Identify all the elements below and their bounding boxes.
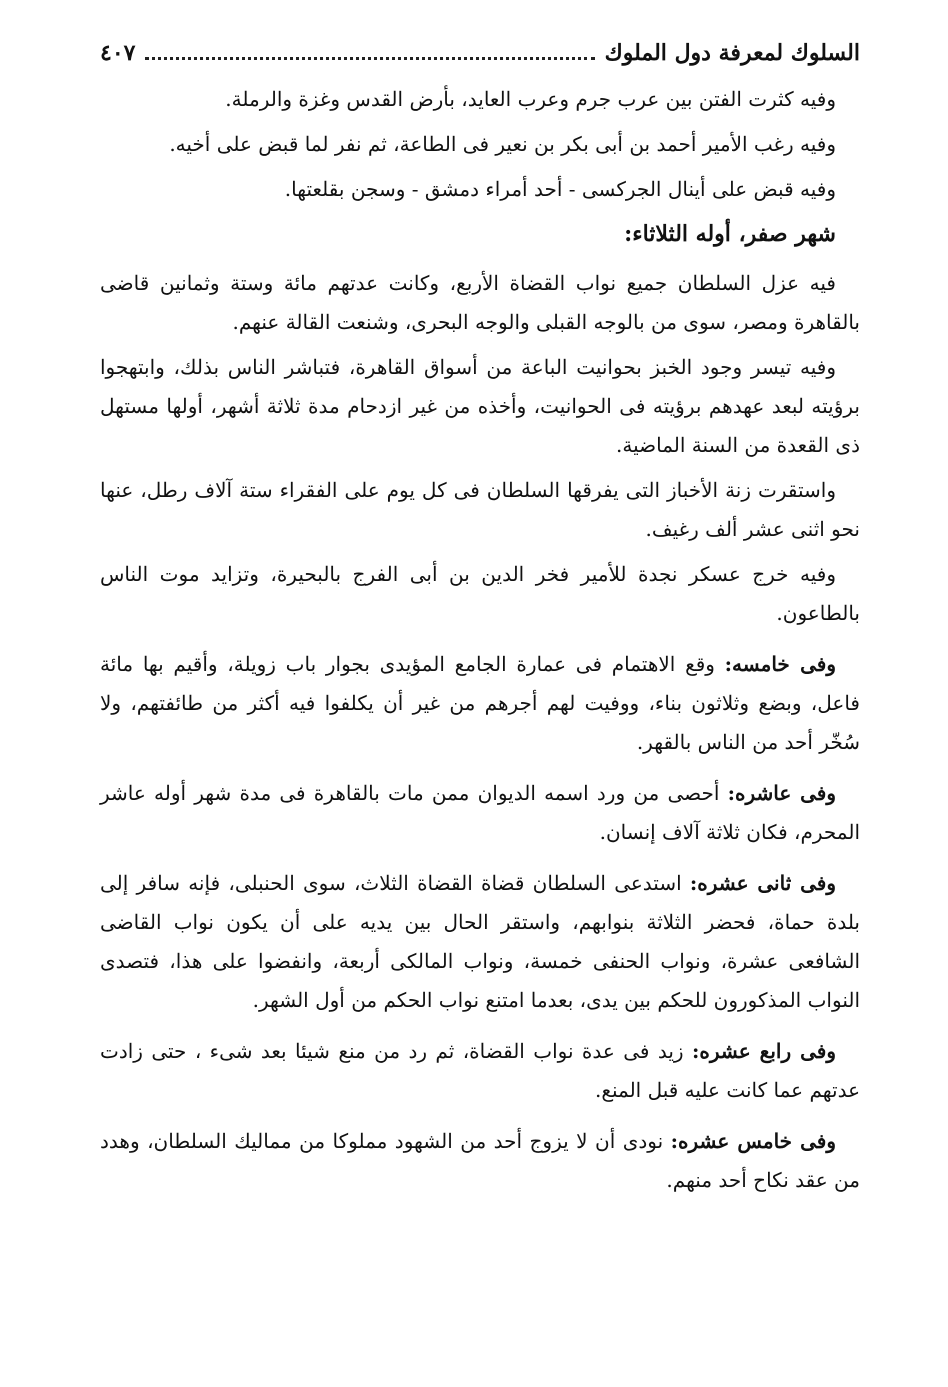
dated-entry	[100, 1122, 860, 1200]
dated-entry	[100, 774, 860, 852]
dated-entry	[100, 864, 860, 1020]
month-heading	[100, 215, 860, 254]
entry-date-label: وفى رابع عشره:	[692, 1039, 836, 1063]
paragraph-text: أحصى من ورد اسمه الديوان ممن مات بالقاهرة فى مدة شهر أوله عاشر المحرم، فكان ثلاثة آلاف إنسان.	[100, 781, 860, 844]
paragraph	[100, 170, 860, 209]
paragraph-text: نودى أن لا يزوج أحد من الشهود مملوكا من مماليك السلطان، وهدد من عقد نكاح أحد منهم.	[100, 1129, 860, 1192]
entry-date-label: وفى عاشره:	[727, 781, 836, 805]
running-title: السلوك لمعرفة دول الملوك	[604, 40, 860, 66]
paragraph	[100, 555, 860, 633]
paragraph	[100, 348, 860, 465]
entry-date-label: وفى ثانى عشره:	[689, 871, 836, 895]
paragraph-text: واستقرت زنة الأخباز التى يفرقها السلطان فى كل يوم على الفقراء ستة آلاف رطل، عنها نحو اثنى عشر ألف رغيف.	[100, 478, 860, 541]
heading-text: شهر صفر، أوله الثلاثاء:	[624, 221, 836, 247]
dotted-leader	[145, 43, 594, 60]
paragraph	[100, 125, 860, 164]
paragraph-text: وفيه كثرت الفتن بين عرب جرم وعرب العايد، بأرض القدس وغزة والرملة.	[225, 87, 836, 111]
running-header	[100, 40, 860, 80]
entry-date-label: وفى خامسه:	[724, 652, 837, 676]
paragraph	[100, 80, 860, 119]
paragraph-text: وقع الاهتمام فى عمارة الجامع المؤيدى بجوار باب زويلة، وأقيم بها مائة فاعل، وبضع وثلاثون بناء، ووفيت لهم أجرهم من غير أن يكلفوا فيه أكثر من طائفتهم، ولا سُخّر أحد من الناس بالقهر.	[100, 652, 860, 754]
page-number: ٤٠٧	[100, 40, 136, 66]
paragraph-text: استدعى السلطان قضاة القضاة الثلاث، سوى الحنبلى، فإنه سافر إلى بلدة حماة، فحضر الثلاثة بنوابهم، واستقر الحال بين يديه على أن يكون نواب القاضى الشافعى عشرة، ونواب الحنفى خمسة، ونواب المالكى أربعة، وانفضوا على هذا، فتصدى النواب المذكورون للحكم بين يدى، بعدما امتنع نواب الحكم من أول الشهر.	[100, 871, 860, 1012]
book-page	[100, 40, 860, 1206]
paragraph-text: زيد فى عدة نواب القضاة، ثم رد من منع شيئا بعد شىء ، حتى زادت عدتهم عما كانت عليه قبل المنع.	[100, 1039, 860, 1102]
paragraph-text: فيه عزل السلطان جميع نواب القضاة الأربع، وكانت عدتهم مائة وستة وثمانين قاضى بالقاهرة ومصر، سوى من بالوجه القبلى والوجه البحرى، وشنعت القالة عنهم.	[100, 271, 860, 334]
paragraph-text: وفيه رغب الأمير أحمد بن أبى بكر بن نعير فى الطاعة، ثم نفر لما قبض على أخيه.	[169, 132, 836, 156]
paragraph	[100, 471, 860, 549]
dated-entry	[100, 645, 860, 762]
dated-entry	[100, 1032, 860, 1110]
paragraph-text: وفيه تيسر وجود الخبز بحوانيت الباعة من أسواق القاهرة، فتباشر الناس بذلك، وابتهجوا برؤيته لبعد عهدهم برؤيته فى الحوانيت، وأخذه من غير ازدحام مدة ثلاثة أشهر، أولها مستهل ذى القعدة من السنة الماضية.	[100, 355, 860, 457]
paragraph	[100, 264, 860, 342]
paragraph-text: وفيه خرج عسكر نجدة للأمير فخر الدين بن أبى الفرج بالبحيرة، وتزايد موت الناس بالطاعون.	[100, 562, 860, 625]
entry-date-label: وفى خامس عشره:	[670, 1129, 837, 1153]
paragraph-text: وفيه قبض على أينال الجركسى - أحد أمراء دمشق - وسجن بقلعتها.	[284, 177, 836, 201]
